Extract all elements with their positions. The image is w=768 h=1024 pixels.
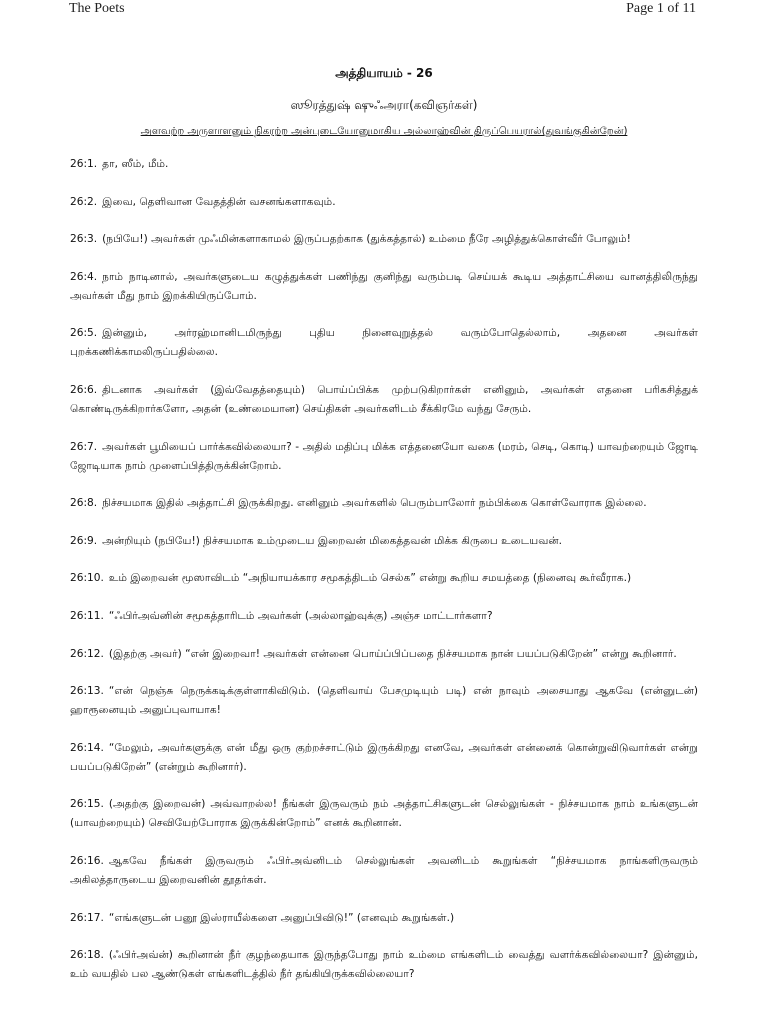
verse-paragraph xyxy=(70,268,698,306)
verse-number: 26:1. xyxy=(70,158,98,170)
verse-number: 26:11. xyxy=(70,609,104,622)
document-body xyxy=(70,66,698,1003)
bismillah-line: அளவற்ற அருளாளனும் நிகரற்ற அன்புடையோனுமாகிய அல்லாஹ்வின் திருப்பெயரால்(துவங்குகின்றேன்) xyxy=(140,126,628,137)
verse-paragraph xyxy=(70,569,698,588)
verse-text: (நபியே!) அவர்கள் முஃமின்களாகாமல் இருப்பதற்காக (துக்கத்தால்) உம்மை நீரே அழித்துக்கொள்வீர் போலும்! xyxy=(102,233,631,246)
verse-text: தா, ஸீம், மீம். xyxy=(102,158,169,170)
verse-paragraph xyxy=(70,607,698,626)
verse-number: 26:9. xyxy=(70,534,98,547)
verse-text: அன்றியும் (நபியே!) நிச்சயமாக உம்முடைய இறைவன் மிகைத்தவன் மிக்க கிருபை உடையவன். xyxy=(102,534,563,547)
document-title: The Poets xyxy=(69,1,125,16)
verse-number: 26:12. xyxy=(70,647,104,660)
verse-paragraph xyxy=(70,532,698,551)
verse-text: “என் நெஞ்சு நெருக்கடிக்குள்ளாகிவிடும். (தெளிவாய் பேசமுடியும் படி) என் நாவும் அசையாது ஆகவே (என்னுடன்) ஹாரூனையும் அனுப்புவாயாக! xyxy=(70,685,698,717)
verse-paragraph xyxy=(70,682,698,720)
verse-number: 26:2. xyxy=(70,195,98,208)
verse-number: 26:18. xyxy=(70,949,104,962)
verse-number: 26:14. xyxy=(70,741,104,754)
verse-text: “மேலும், அவர்களுக்கு என் மீது ஒரு குற்றச்சாட்டும் இருக்கிறது எனவே, அவர்கள் என்னைக் கொன்றுவிடுவார்கள் என்று பயப்படுகிறேன்” (என்றும் கூறினார்). xyxy=(70,741,698,773)
verse-number: 26:7. xyxy=(70,440,98,453)
verse-paragraph xyxy=(70,494,698,513)
verse-number: 26:6. xyxy=(70,383,98,396)
verse-text: இன்னும், அர்ரஹ்மானிடமிருந்து புதிய நினைவுறுத்தல் வரும்போதெல்லாம், அதனை அவர்கள் புறக்கணிக்காமலிருப்பதில்லை. xyxy=(70,327,698,359)
verse-number: 26:17. xyxy=(70,911,104,924)
verse-text: நாம் நாடினால், அவர்களுடைய கழுத்துக்கள் பணிந்து குனிந்து வரும்படி செய்யக் கூடிய அத்தாட்சியை வானத்திலிருந்து அவர்கள் மீது நாம் இறக்கியிருப்போம். xyxy=(70,270,698,302)
verse-number: 26:10. xyxy=(70,572,104,585)
page-number: Page 1 of 11 xyxy=(626,1,696,16)
verse-list xyxy=(70,155,698,984)
verse-number: 26:4. xyxy=(70,270,98,283)
verse-text: இவை, தெளிவான வேதத்தின் வசனங்களாகவும். xyxy=(102,195,336,208)
verse-paragraph xyxy=(70,795,698,833)
verse-number: 26:15. xyxy=(70,798,104,811)
verse-paragraph xyxy=(70,438,698,476)
verse-text: அவர்கள் பூமியைப் பார்க்கவில்லையா? - அதில் மதிப்பு மிக்க எத்தனையோ வகை (மரம், செடி, கொடி) யாவற்றையும் ஜோடி ஜோடியாக நாம் முளைப்பித்திருக்கின்றோம். xyxy=(70,440,698,472)
chapter-title: அத்தியாயம் - 26 xyxy=(335,66,433,80)
verse-text: (இதற்கு அவர்) “என் இறைவா! அவர்கள் என்னை பொய்ப்பிப்பதை நிச்சயமாக நான் பயப்படுகிறேன்” என்று கூறினார். xyxy=(108,647,677,660)
verse-paragraph xyxy=(70,909,698,928)
verse-paragraph xyxy=(70,230,698,249)
verse-number: 26:16. xyxy=(70,854,104,867)
verse-text: “ஃபிர்அவ்னின் சமூகத்தாரிடம் அவர்கள் (அல்லாஹ்வுக்கு) அஞ்ச மாட்டார்களா? xyxy=(108,609,493,622)
verse-paragraph xyxy=(70,193,698,212)
surah-title: ஸூரத்துஷ் ஷுஃஅரா(கவிஞர்கள்) xyxy=(290,98,478,112)
verse-text: (அதற்கு இறைவன்) அவ்வாறல்ல! நீங்கள் இருவரும் நம் அத்தாட்சிகளுடன் செல்லுங்கள் - நிச்சயமாக நாம் உங்களுடன் (யாவற்றையும்) செவியேற்போராக இருக்கின்றோம்” எனக் கூறினான். xyxy=(70,798,698,830)
verse-number: 26:5. xyxy=(70,327,98,340)
verse-text: ஆகவே நீங்கள் இருவரும் ஃபிர்அவ்னிடம் செல்லுங்கள் அவனிடம் கூறுங்கள் “நிச்சயமாக நாங்களிருவரும் அகிலத்தாருடைய இறைவனின் தூதர்கள். xyxy=(70,854,698,886)
verse-number: 26:8. xyxy=(70,497,98,510)
verse-paragraph xyxy=(70,381,698,419)
verse-paragraph xyxy=(70,155,698,174)
verse-text: உம் இறைவன் மூஸாவிடம் “அநியாயக்கார சமூகத்திடம் செல்க” என்று கூறிய சமயத்தை (நினைவு கூர்வீராக.) xyxy=(108,572,632,585)
verse-paragraph xyxy=(70,739,698,777)
verse-text: நிச்சயமாக இதில் அத்தாட்சி இருக்கிறது. எனினும் அவர்களில் பெரும்பாலோர் நம்பிக்கை கொள்வோராக இல்லை. xyxy=(102,497,647,510)
verse-paragraph xyxy=(70,645,698,664)
verse-paragraph xyxy=(70,324,698,362)
verse-paragraph xyxy=(70,946,698,984)
verse-number: 26:13. xyxy=(70,685,104,698)
page-header xyxy=(0,0,768,22)
verse-text: திடனாக அவர்கள் (இவ்வேதத்தையும்) பொய்ப்பிக்க முற்படுகிறார்கள் எனினும், அவர்கள் எதனை பரிகசித்துக் கொண்டிருக்கிறார்களோ, அதன் (உண்மையான) செய்திகள் அவர்களிடம் சீக்கிரமே வந்து சேரும். xyxy=(70,383,698,415)
verse-number: 26:3. xyxy=(70,233,98,246)
verse-text: “எங்களுடன் பனூ இஸ்ராயீல்களை அனுப்பிவிடு!” (எனவும் கூறுங்கள்.) xyxy=(108,911,455,924)
verse-paragraph xyxy=(70,852,698,890)
verse-text: (ஃபிர்அவ்ன்) கூறினான் நீர் குழந்தையாக இருந்தபோது நாம் உம்மை எங்களிடம் வைத்து வளர்க்கவில்லையா? இன்னும், உம் வயதில் பல ஆண்டுகள் எங்களிடத்தில் நீர் தங்கியிருக்கவில்லையா? xyxy=(70,949,698,981)
